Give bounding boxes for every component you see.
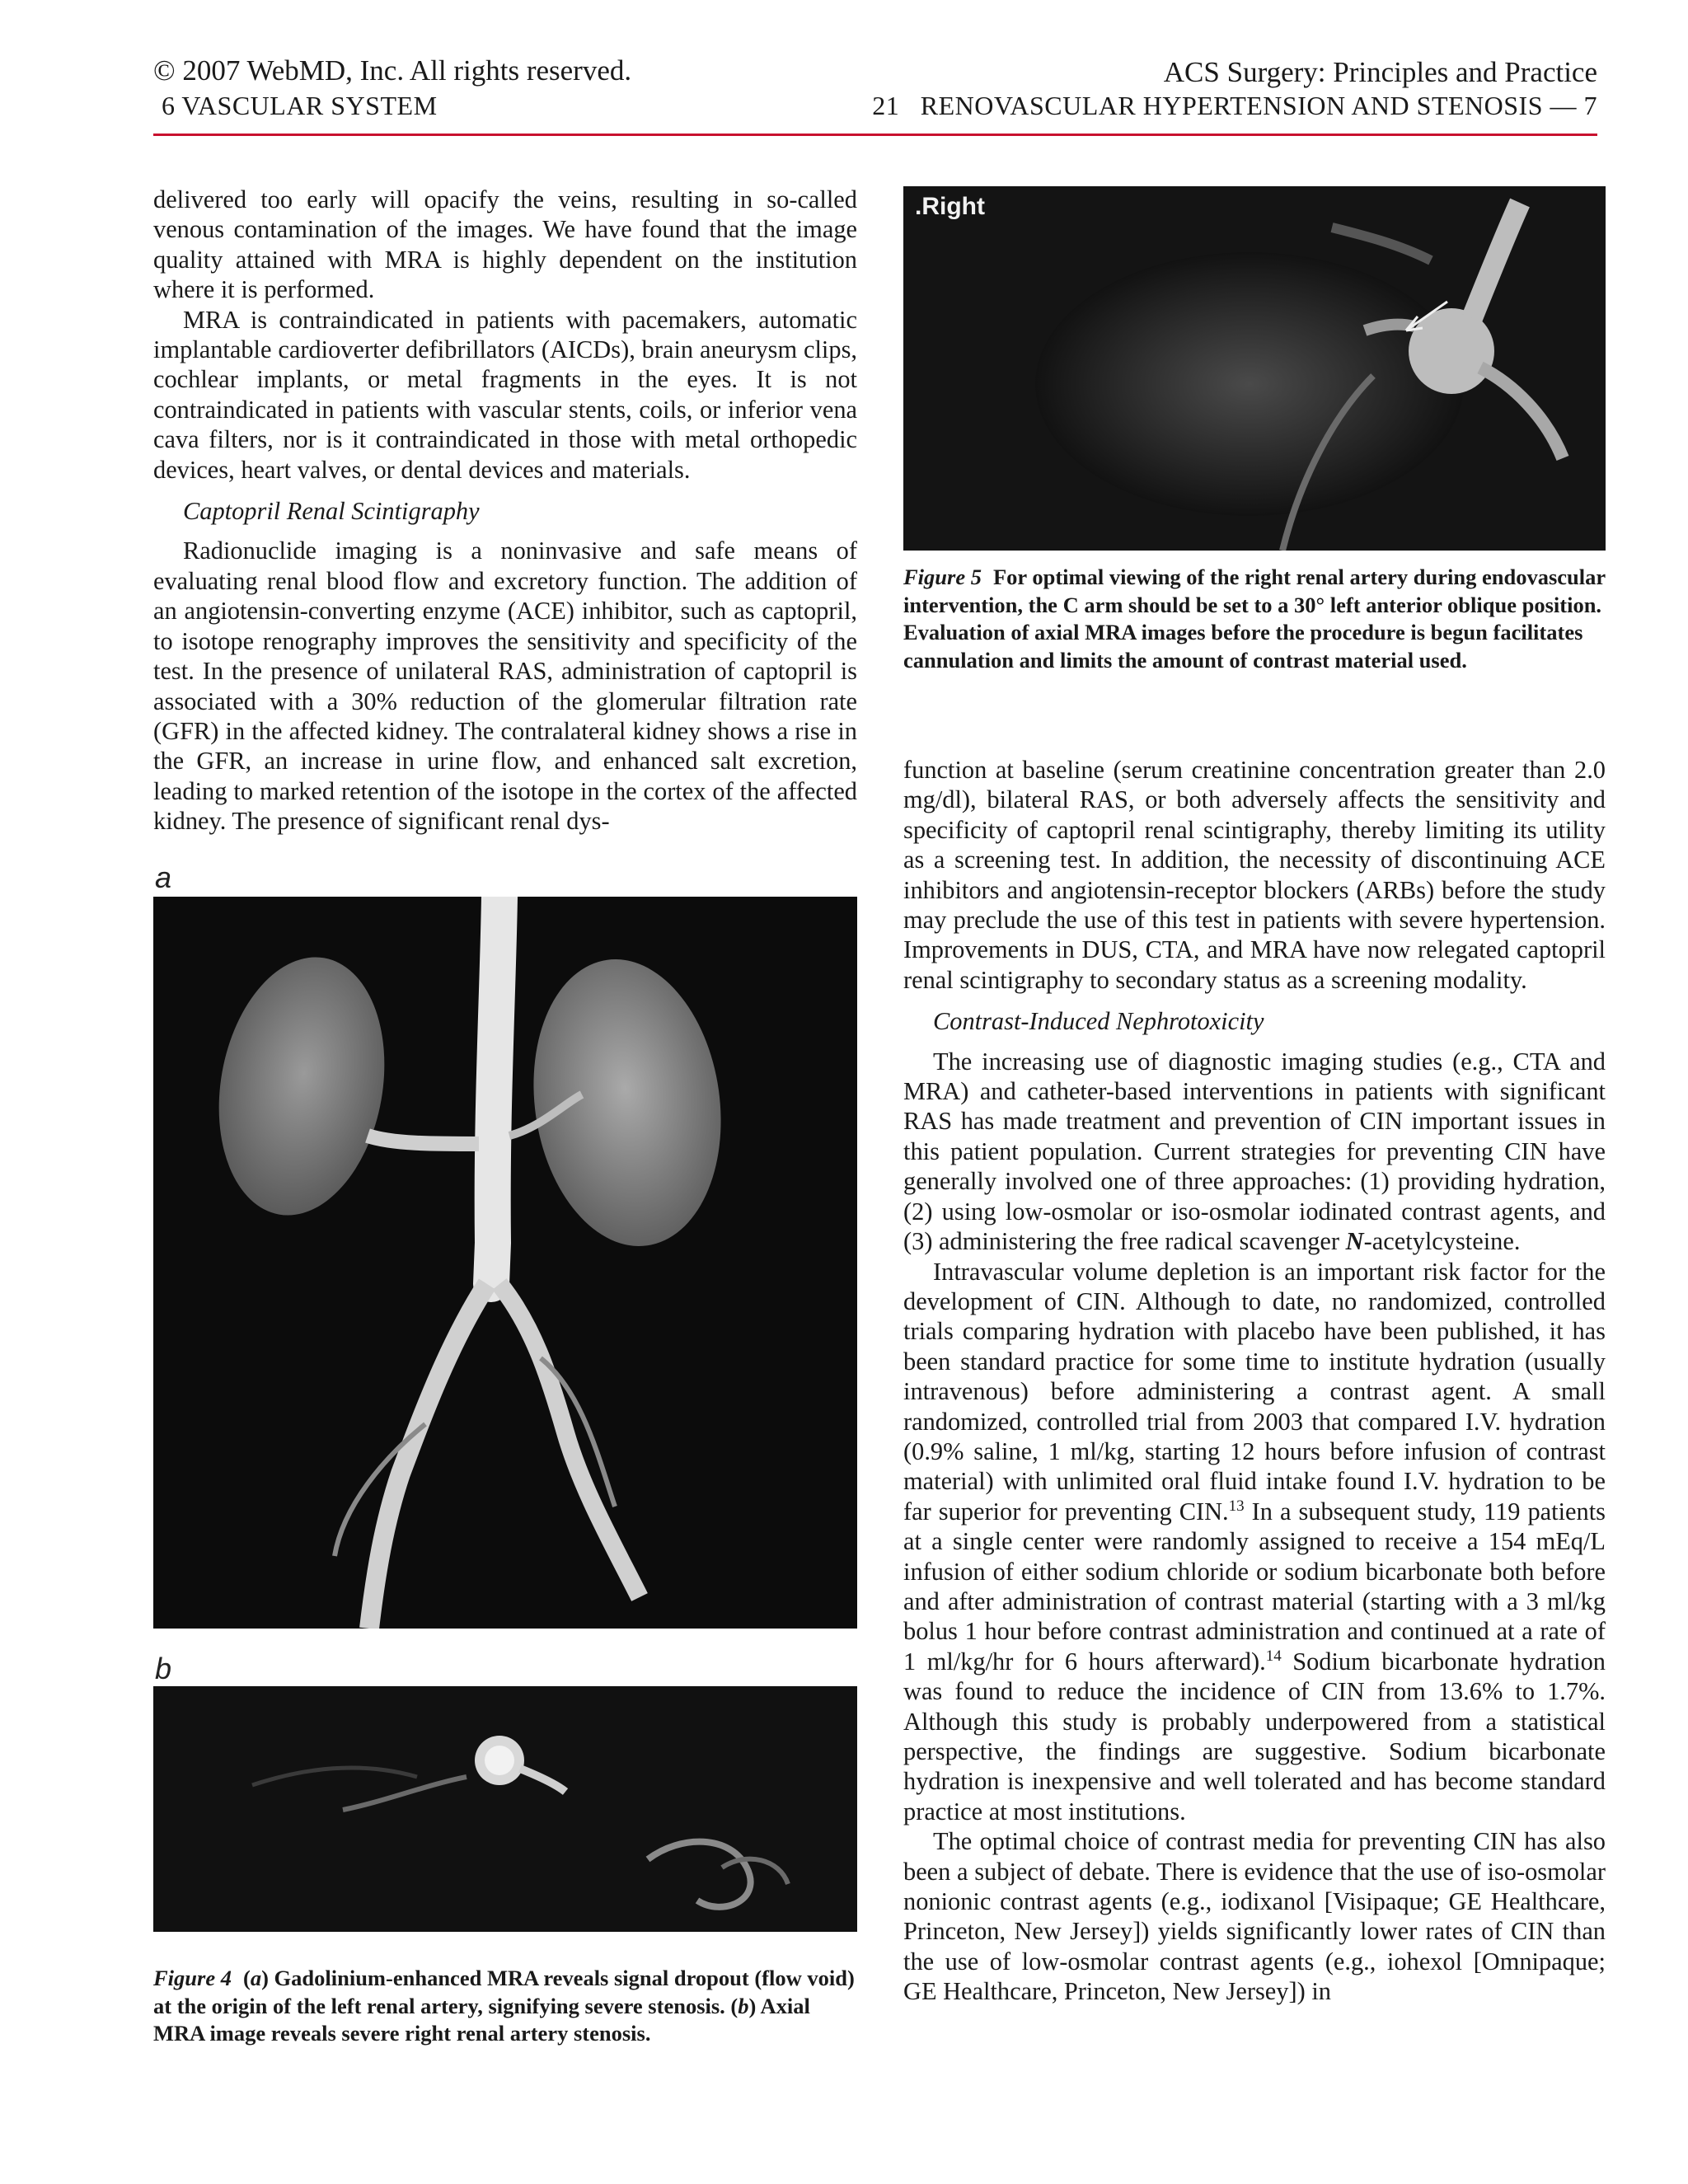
image-orientation-label: .Right (915, 193, 985, 220)
text-run: Sodium bicarbonate hydration was found to reduce the incidence of CIN from 13.6% to 1.7%. Although this study is probably underpowered from a statistical perspective, the findings are suggestive. Sodium bicarbonate hydration is inexpensive and well tolerated and has become standard practice at most institutions. (903, 1647, 1606, 1825)
chapter-title: 21 RENOVASCULAR HYPERTENSION AND STENOSIS — 7 (872, 91, 1597, 120)
figure5-label: Figure 5 (903, 565, 982, 589)
section-title: 6 VASCULAR SYSTEM (162, 91, 438, 120)
paragraph: function at baseline (serum creatinine concentration greater than 2.0 mg/dl), bilateral RAS, or both adversely affects the sensitivity and specificity of captopril renal scintigraphy, thereby limiting its utility as a screening test. In addition, the necessity of discontinuing ACE inhibitors and angiotensin-receptor blockers (ARBs) before the study may preclude the use of this test in patients with severe hypertension. Improvements in DUS, CTA, and MRA have now relegated captopril renal scintigraphy to secondary status as a screening modality. (903, 756, 1606, 994)
paragraph: The optimal choice of contrast media for preventing CIN has also been a subject of debate. There is evidence that the use of iso-osmolar nonionic contrast agents (e.g., iodixanol [Visipaque; GE Healthcare, Princeton, New Jersey]) yields significantly lower rates of CIN than the use of low-osmolar contrast agents (e.g., iohexol [Omnipaque; GE Healthcare, Princeton, New Jersey]) in (903, 1827, 1606, 2006)
caption-text: ) Gadolinium-enhanced MRA reveals signal dropout (flow void) at the origin of the left renal artery, signifying severe stenosis. ( (153, 1966, 855, 2018)
caption-text: ) Axial MRA image reveals severe right renal artery stenosis. (153, 1993, 810, 2046)
paragraph (903, 1257, 1606, 1827)
text-run: -acetylcysteine. (1363, 1227, 1521, 1256)
figure4-panel-b-letter: b (155, 1652, 172, 1685)
figure5-axial-mra-image (903, 186, 1606, 551)
caption-panel-ref: b (738, 1993, 749, 2018)
chemical-prefix: N (1345, 1227, 1364, 1256)
caption-text: For optimal viewing of the right renal artery during endovascular intervention, the C arm should be set to a 30° left anterior oblique position. Evaluation of axial MRA images before the procedure is begun facilitates cannulation and limits the amount of contrast material used. (903, 565, 1606, 673)
text-run: The increasing use of diagnostic imaging studies (e.g., CTA and MRA) and catheter-based interventions in patients with significant RAS has made treatment and prevention of CIN important issues in this patient population. Current strategies for preventing CIN have generally involved one of three approaches: (1) providing hydration, (2) using low-osmolar or iso-osmolar iodinated contrast agents, and (3) administering the free radical scavenger (903, 1047, 1606, 1256)
caption-panel-ref: a (250, 1966, 262, 1990)
paragraph: delivered too early will opacify the veins, resulting in so-called venous contamination of the images. We have found that the image quality attained with MRA is highly dependent on the institution where it is performed. (153, 185, 857, 304)
header-rule (153, 134, 1597, 136)
figure4-label: Figure 4 (153, 1966, 232, 1990)
figure4-caption (153, 1965, 857, 2048)
paragraph (903, 1047, 1606, 1257)
figure4b-axial-mra-image (153, 1686, 857, 1932)
right-column-text (903, 755, 1606, 2007)
reference-14: 14 (1265, 1647, 1282, 1665)
left-column-text (153, 185, 857, 837)
text-run: In a subsequent study, 119 patients at a single center were randomly assigned to receive a 154 mEq/L infusion of either sodium chloride or sodium bicarbonate both before and after administration of contrast material (starting with a 3 ml/kg bolus 1 hour before contrast administration and continued at a rate of 1 ml/kg/hr for 6 hours afterward). (903, 1497, 1606, 1675)
caption-text: ( (242, 1966, 251, 1990)
text-run: Intravascular volume depletion is an important risk factor for the development of CIN. Although to date, no randomized, controlled trials comparing hydration with placebo have been published, it has been standard practice for some time to institute hydration (usually intravenous) before administering a contrast agent. A small randomized, controlled trial from 2003 that compared I.V. hydration (0.9% saline, 1 ml/kg, starting 12 hours before infusion of contrast material) with unlimited oral fluid intake found I.V. hydration to be far superior for preventing CIN. (903, 1257, 1606, 1526)
subheading: Captopril Renal Scintigraphy (183, 497, 480, 526)
reference-13: 13 (1228, 1497, 1245, 1515)
figure4-panel-a-letter: a (155, 860, 172, 894)
figure5-caption (903, 564, 1606, 674)
figure4a-mra-image (153, 897, 857, 1629)
paragraph: MRA is contraindicated in patients with pacemakers, automatic implantable cardioverter defibrillators (AICDs), brain aneurysm clips, cochlear implants, or metal fragments in the eyes. It is not contraindicated in patients with vascular stents, coils, or inferior vena cava filters, nor is it contraindicated in those with metal orthopedic devices, heart valves, or dental devices and materials. (153, 305, 857, 484)
copyright-notice: © 2007 WebMD, Inc. All rights reserved. (153, 54, 632, 87)
book-title: ACS Surgery: Principles and Practice (1163, 56, 1597, 88)
subheading: Contrast-Induced Nephrotoxicity (933, 1007, 1264, 1036)
running-header (153, 51, 1597, 137)
paragraph: Radionuclide imaging is a noninvasive and safe means of evaluating renal blood flow and excretory function. The addition of an angiotensin-converting enzyme (ACE) inhibitor, such as captopril, to isotope renography improves the sensitivity and specificity of the test. In the presence of unilateral RAS, administration of captopril is associated with a 30% reduction of the glomerular filtration rate (GFR) in the affected kidney. The contralateral kidney shows a rise in the GFR, an increase in urine flow, and enhanced salt excretion, leading to marked retention of the isotope in the cortex of the affected kidney. The presence of significant renal dys- (153, 537, 857, 836)
